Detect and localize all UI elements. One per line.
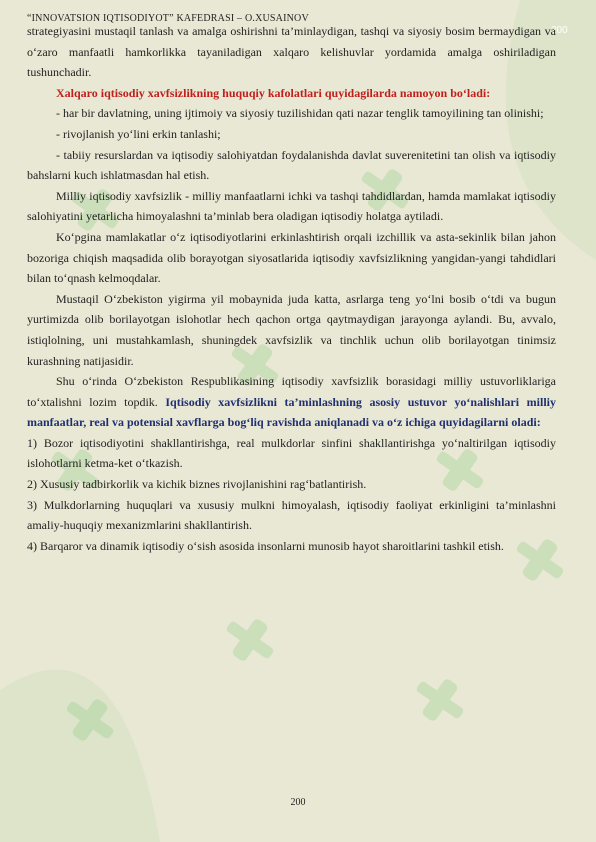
- paragraph-national-security: Milliy iqtisodiy xavfsizlik - milliy manfaatlarni ichki va tashqi tahdidlardan, hamda mamlakat iqtisodiy salohiyatini yetarlicha himoyalashni ta’minlab bera oladigan iqtisodiy holatga aytiladi.: [27, 188, 556, 224]
- numbered-item-4: 4) Barqaror va dinamik iqtisodiy o‘sish asosida insonlarni munosib hayot sharoitlarini tashkil etish.: [27, 538, 504, 553]
- numbered-item-1: 1) Bozor iqtisodiyotini shakllantirishga, real mulkdorlar sinfini shakllantirishga yo‘naltirilgan iqtisodiy islohotlarni ketma-ket o‘tkazish.: [27, 435, 556, 471]
- document-body: [27, 21, 556, 556]
- priorities-highlight: Iqtisodiy xavfsizlikni ta’minlashning asosiy ustuvor yo‘nalishlari milliy manfaatlar, real va potensial xavflarga bog‘liq ravishda aniqlanadi va o‘z ichiga quyidagilarni oladi:: [27, 394, 556, 430]
- dash-item-3: - tabiiy resurslardan va iqtisodiy salohiyatdan foydalanishda davlat suverenitetini tan olish va iqtisodiy bahslarni kuch ishlatmasdan hal etish.: [27, 147, 556, 183]
- page-number-badge: 200: [551, 25, 568, 36]
- watermark-logo-7: [56, 687, 124, 753]
- dash-item-2: - rivojlanish yo‘lini erkin tanlashi;: [56, 126, 221, 141]
- watermark-logo-8: [406, 667, 474, 733]
- numbered-item-2: 2) Xususiy tadbirkorlik va kichik biznes rivojlanishini rag‘batlantirish.: [27, 477, 367, 492]
- page-footer-number: 200: [290, 797, 306, 808]
- page-header: “INNOVATSION IQTISODIYOT” KAFEDRASI – O.XUSAINOV: [27, 13, 309, 24]
- paragraph-independence: Mustaqil O‘zbekiston yigirma yil mobaynida juda katta, asrlarga teng yo‘lni bosib o‘tdi va bugun yurtimizda olib borilayotgan islohotlar hech qachon ortga qaytmaydigan jarayonga aylandi. Bu, avvalo, istiqlolning, uni mustahkamlash, shuningdek xavfsizlik va tinchlik uchun olib borilayotgan tinimsiz kurashning natijasidir.: [27, 291, 556, 368]
- priorities-text: Shu o‘rinda O‘zbekiston Respublikasining iqtisodiy xavfsizlik borasidagi milliy ustuvorliklariga to‘xtalishni lozim topdik.: [27, 374, 556, 409]
- section-heading: Xalqaro iqtisodiy xavfsizlikning huquqiy kafolatlari quyidagilarda namoyon bo‘ladi:: [56, 85, 491, 100]
- dash-item-1: - har bir davlatning, uning ijtimoiy va siyosiy tuzilishidan qati nazar tenglik tamoyilining tan olinishi;: [56, 106, 544, 121]
- paragraph-priorities: [27, 371, 556, 433]
- paragraph-liberalization: Ko‘pgina mamlakatlar o‘z iqtisodiyotlarini erkinlashtirish orqali izchillik va asta-sekinlik bilan jahon bozoriga chiqish maqsadida olib borayotgan siyosatlarida iqtisodiy xavfsizlikning yangidan-yangi tahdidlari bilan to‘qnash kelmoqdalar.: [27, 229, 556, 286]
- watermark-logo-6: [216, 607, 284, 673]
- paragraph-continuation: strategiyasini mustaqil tanlash va amalga oshirishni ta’minlaydigan, tashqi va siyosiy bosim bermaydigan va o‘zaro manfaatli hamkorlikka tayaniladigan xalqaro kelishuvlar yordamida amalga oshiriladigan tushunchadir.: [27, 24, 556, 80]
- numbered-item-3: 3) Mulkdorlarning huquqlari va xususiy mulkni himoyalash, iqtisodiy faoliyat erkinligini ta’minlashni amaliy-huquqiy mexanizmlarini shakllantirish.: [27, 497, 556, 533]
